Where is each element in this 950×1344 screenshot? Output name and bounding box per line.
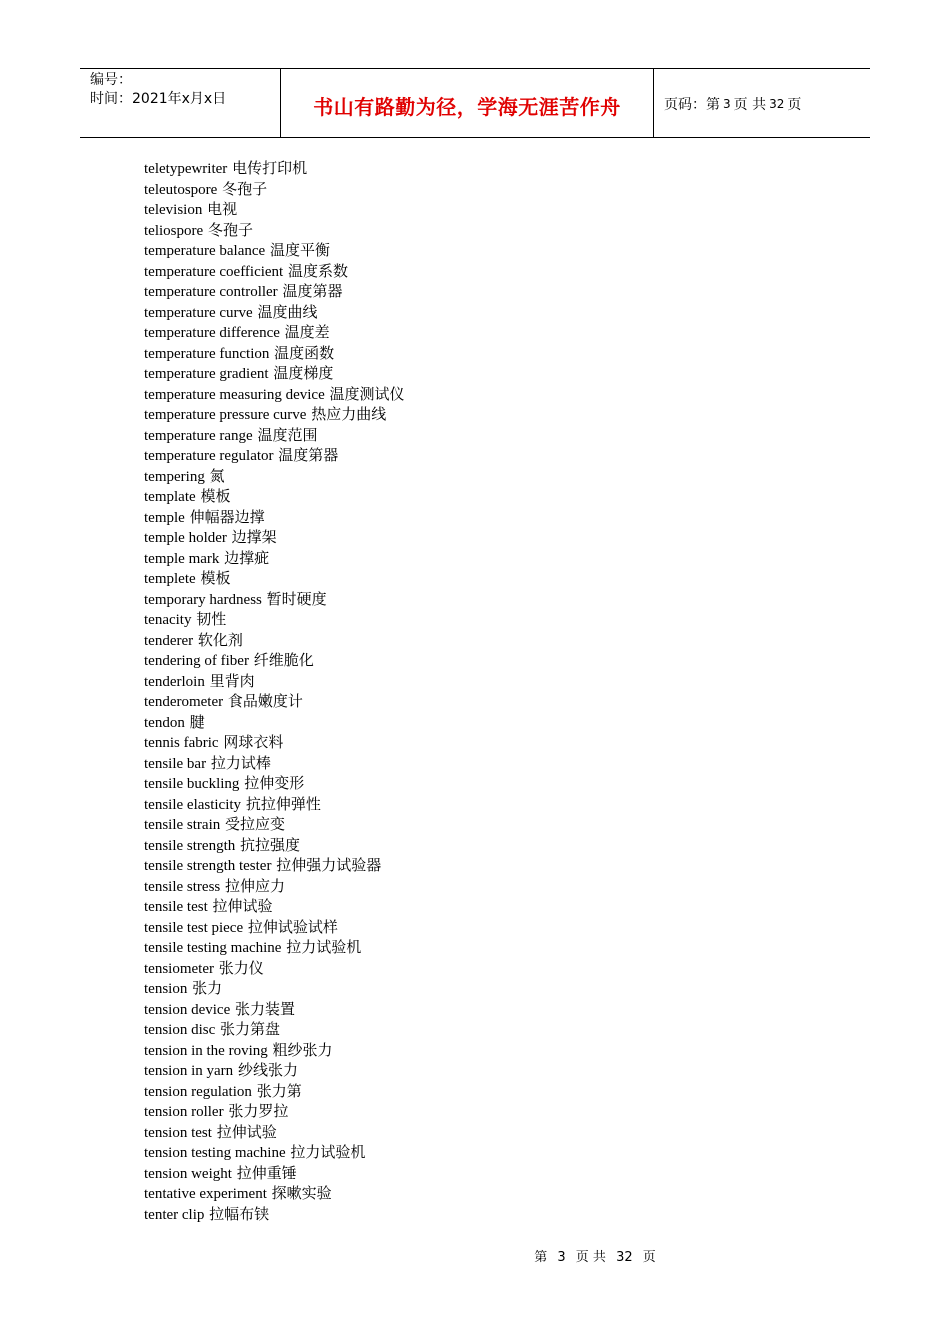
entry-translation: 温度范围: [257, 425, 318, 444]
entry-translation: 伸幅器边撑: [189, 507, 265, 526]
entry-translation: 电传打印机: [232, 159, 308, 177]
glossary-entry: [144, 568, 405, 589]
entry-term: temperature balance: [144, 243, 266, 259]
glossary-entry: [144, 261, 405, 282]
entry-term: temple: [144, 509, 185, 526]
glossary-entry: [144, 507, 405, 528]
glossary-entry: [144, 855, 405, 876]
glossary-entry: [144, 1060, 405, 1081]
glossary-entry: [144, 158, 405, 179]
entry-translation: 拉伸变形: [244, 774, 305, 792]
entry-term: tensile strain: [144, 817, 221, 833]
glossary-entry: [144, 1163, 405, 1184]
glossary-entry: [144, 343, 405, 364]
doc-number-label: 编号：: [90, 72, 132, 88]
entry-translation: 张力: [192, 979, 223, 997]
entry-term: tenter clip: [144, 1206, 205, 1223]
entry-term: tensile strength tester: [144, 858, 272, 874]
entry-term: temperature measuring device: [144, 386, 325, 403]
glossary-entry: [144, 1204, 405, 1225]
page-label-mid: 页 共: [733, 97, 767, 113]
page-header: [80, 68, 870, 138]
entry-term: temperature controller: [144, 284, 278, 300]
glossary-entry: [144, 281, 405, 302]
entry-term: teleutospore: [144, 181, 218, 198]
entry-translation: 拉力试验机: [286, 938, 362, 956]
entry-translation: 韧性: [196, 610, 227, 628]
entry-term: temple holder: [144, 530, 227, 546]
entry-translation: 拉力试验机: [290, 1143, 366, 1161]
entry-translation: 拉伸试验: [216, 1122, 277, 1141]
entry-translation: 温度测试仪: [329, 384, 405, 403]
entry-term: tension: [144, 981, 188, 997]
glossary-entry: [144, 773, 405, 794]
glossary-entry: [144, 896, 405, 917]
entry-term: tension regulation: [144, 1083, 252, 1100]
entry-term: teliospore: [144, 222, 204, 239]
entry-translation: 温度第器: [282, 282, 343, 300]
entry-translation: 温度第器: [278, 446, 339, 464]
entry-term: temperature coefficient: [144, 263, 284, 280]
entry-translation: 边撑疵: [224, 548, 270, 567]
glossary-entry: [144, 302, 405, 323]
entry-translation: 温度函数: [274, 343, 335, 362]
entry-term: television: [144, 202, 203, 218]
glossary-entry: [144, 609, 405, 630]
entry-term: tendon: [144, 714, 185, 731]
footer-total-pages: 32: [616, 1250, 633, 1265]
glossary-entry: [144, 1101, 405, 1122]
entry-translation: 冬孢子: [222, 179, 268, 198]
glossary-entry: [144, 179, 405, 200]
entry-term: template: [144, 489, 196, 505]
entry-term: tenderer: [144, 632, 194, 649]
glossary-entry: [144, 240, 405, 261]
entry-translation: 拉伸试验试样: [247, 917, 338, 936]
entry-translation: 拉伸强力试验器: [276, 856, 382, 874]
entry-term: temperature pressure curve: [144, 407, 307, 423]
entry-translation: 张力仪: [218, 958, 264, 977]
entry-term: tensile test piece: [144, 919, 244, 936]
glossary-entry: [144, 999, 405, 1020]
glossary-entry: [144, 548, 405, 569]
entry-term: temperature range: [144, 427, 253, 444]
entry-term: tension device: [144, 1001, 231, 1018]
entry-translation: 软化剂: [197, 630, 243, 649]
glossary-entry: [144, 671, 405, 692]
glossary-entry: [144, 486, 405, 507]
glossary-entry: [144, 876, 405, 897]
entry-term: tensile buckling: [144, 776, 240, 792]
entry-translation: 腱: [189, 712, 205, 731]
entry-term: tension disc: [144, 1022, 216, 1038]
glossary-entry: [144, 630, 405, 651]
entry-term: tension in the roving: [144, 1042, 268, 1059]
entry-translation: 模板: [200, 569, 231, 587]
glossary-entry: [144, 199, 405, 220]
entry-term: temporary hardness: [144, 591, 262, 608]
footer-current-page: 3: [557, 1250, 566, 1265]
entry-term: tenacity: [144, 612, 192, 628]
entry-term: temple mark: [144, 550, 220, 567]
entry-translation: 食品嫩度计: [227, 692, 303, 710]
entry-term: tempering: [144, 468, 205, 485]
glossary-entry: [144, 322, 405, 343]
entry-term: tension weight: [144, 1165, 232, 1182]
glossary-entry: [144, 650, 405, 671]
entry-term: tenderloin: [144, 673, 205, 690]
entry-translation: 温度曲线: [257, 302, 318, 321]
entry-term: temperature regulator: [144, 448, 274, 464]
entry-translation: 温度梯度: [273, 364, 334, 382]
footer-mid: 页 共: [575, 1250, 606, 1265]
entry-term: tensile bar: [144, 755, 207, 772]
entry-translation: 电视: [207, 200, 238, 218]
entry-translation: 抗拉强度: [240, 835, 301, 854]
header-motto-cell: [281, 69, 654, 137]
glossary-entry: [144, 1122, 405, 1143]
entry-term: tensile elasticity: [144, 796, 242, 813]
entry-translation: 氮: [209, 466, 225, 485]
glossary-entry: [144, 425, 405, 446]
entry-term: tension in yarn: [144, 1063, 234, 1079]
entry-term: tennis fabric: [144, 735, 219, 751]
entry-term: temperature difference: [144, 325, 280, 341]
glossary-entry: [144, 753, 405, 774]
entry-translation: 纱线张力: [237, 1061, 298, 1079]
glossary-entry: [144, 527, 405, 548]
glossary-entry: [144, 978, 405, 999]
entry-term: tenderometer: [144, 694, 224, 710]
entry-translation: 热应力曲线: [311, 405, 387, 423]
entry-term: temperature gradient: [144, 366, 269, 382]
entry-translation: 张力第: [256, 1081, 302, 1100]
entry-term: tentative experiment: [144, 1186, 267, 1202]
glossary-entry: [144, 814, 405, 835]
entry-translation: 拉伸应力: [225, 876, 286, 895]
glossary-entry: [144, 363, 405, 384]
glossary-entry: [144, 1019, 405, 1040]
entry-translation: 拉幅布铗: [209, 1204, 270, 1223]
entry-term: tension roller: [144, 1104, 224, 1120]
entry-translation: 拉伸重锤: [236, 1163, 297, 1182]
entry-term: tension test: [144, 1124, 212, 1141]
glossary-entry: [144, 1081, 405, 1102]
entry-translation: 粗纱张力: [272, 1040, 333, 1059]
time-label: 时间：2021年x月x日: [90, 91, 227, 107]
entry-translation: 冬孢子: [207, 220, 253, 239]
glossary-list: [144, 158, 405, 1224]
glossary-entry: [144, 1142, 405, 1163]
entry-translation: 抗拉伸弹性: [245, 794, 321, 813]
header-motto: 书山有路勤为径，学海无涯苦作舟: [313, 94, 621, 119]
page-current: 3: [723, 97, 731, 111]
entry-translation: 网球衣料: [223, 733, 284, 751]
entry-translation: 张力第盘: [220, 1020, 281, 1038]
entry-term: tensile testing machine: [144, 940, 282, 956]
page-footer: [0, 1246, 950, 1265]
entry-translation: 暂时硬度: [266, 589, 327, 608]
glossary-entry: [144, 1040, 405, 1061]
glossary-entry: [144, 732, 405, 753]
header-meta: [80, 69, 281, 137]
glossary-entry: [144, 794, 405, 815]
footer-prefix: 第: [534, 1250, 548, 1265]
entry-translation: 温度差: [284, 323, 330, 341]
page-label-suffix: 页: [787, 97, 802, 113]
page-total: 32: [769, 97, 785, 111]
entry-term: tension testing machine: [144, 1145, 286, 1161]
entry-translation: 张力装置: [235, 999, 296, 1018]
entry-translation: 温度平衡: [269, 241, 330, 259]
glossary-entry: [144, 1183, 405, 1204]
glossary-entry: [144, 835, 405, 856]
glossary-entry: [144, 445, 405, 466]
entry-term: tendering of fiber: [144, 653, 249, 669]
entry-term: temperature function: [144, 345, 270, 362]
entry-translation: 拉伸试验: [212, 897, 273, 915]
entry-translation: 拉力试棒: [210, 753, 271, 772]
entry-term: tensile stress: [144, 878, 221, 895]
entry-term: teletypewriter: [144, 161, 228, 177]
glossary-entry: [144, 712, 405, 733]
entry-translation: 模板: [200, 487, 231, 505]
glossary-entry: [144, 404, 405, 425]
glossary-entry: [144, 691, 405, 712]
glossary-entry: [144, 384, 405, 405]
entry-translation: 纤维脆化: [253, 651, 314, 669]
entry-translation: 张力罗拉: [228, 1102, 289, 1120]
entry-translation: 探嗽实验: [271, 1184, 332, 1202]
entry-translation: 受拉应变: [225, 815, 286, 833]
entry-translation: 里背肉: [209, 671, 255, 690]
entry-translation: 温度系数: [288, 261, 349, 280]
glossary-entry: [144, 958, 405, 979]
entry-term: tensile test: [144, 899, 208, 915]
page-label-prefix: 页码：第: [664, 97, 720, 113]
entry-translation: 边撑架: [231, 528, 277, 546]
entry-term: tensiometer: [144, 960, 214, 977]
glossary-entry: [144, 917, 405, 938]
entry-term: temperature curve: [144, 304, 253, 321]
glossary-entry: [144, 589, 405, 610]
header-page-info: [654, 69, 870, 137]
entry-term: templete: [144, 571, 196, 587]
glossary-entry: [144, 937, 405, 958]
glossary-entry: [144, 220, 405, 241]
entry-term: tensile strength: [144, 837, 236, 854]
footer-suffix: 页: [642, 1250, 656, 1265]
glossary-entry: [144, 466, 405, 487]
